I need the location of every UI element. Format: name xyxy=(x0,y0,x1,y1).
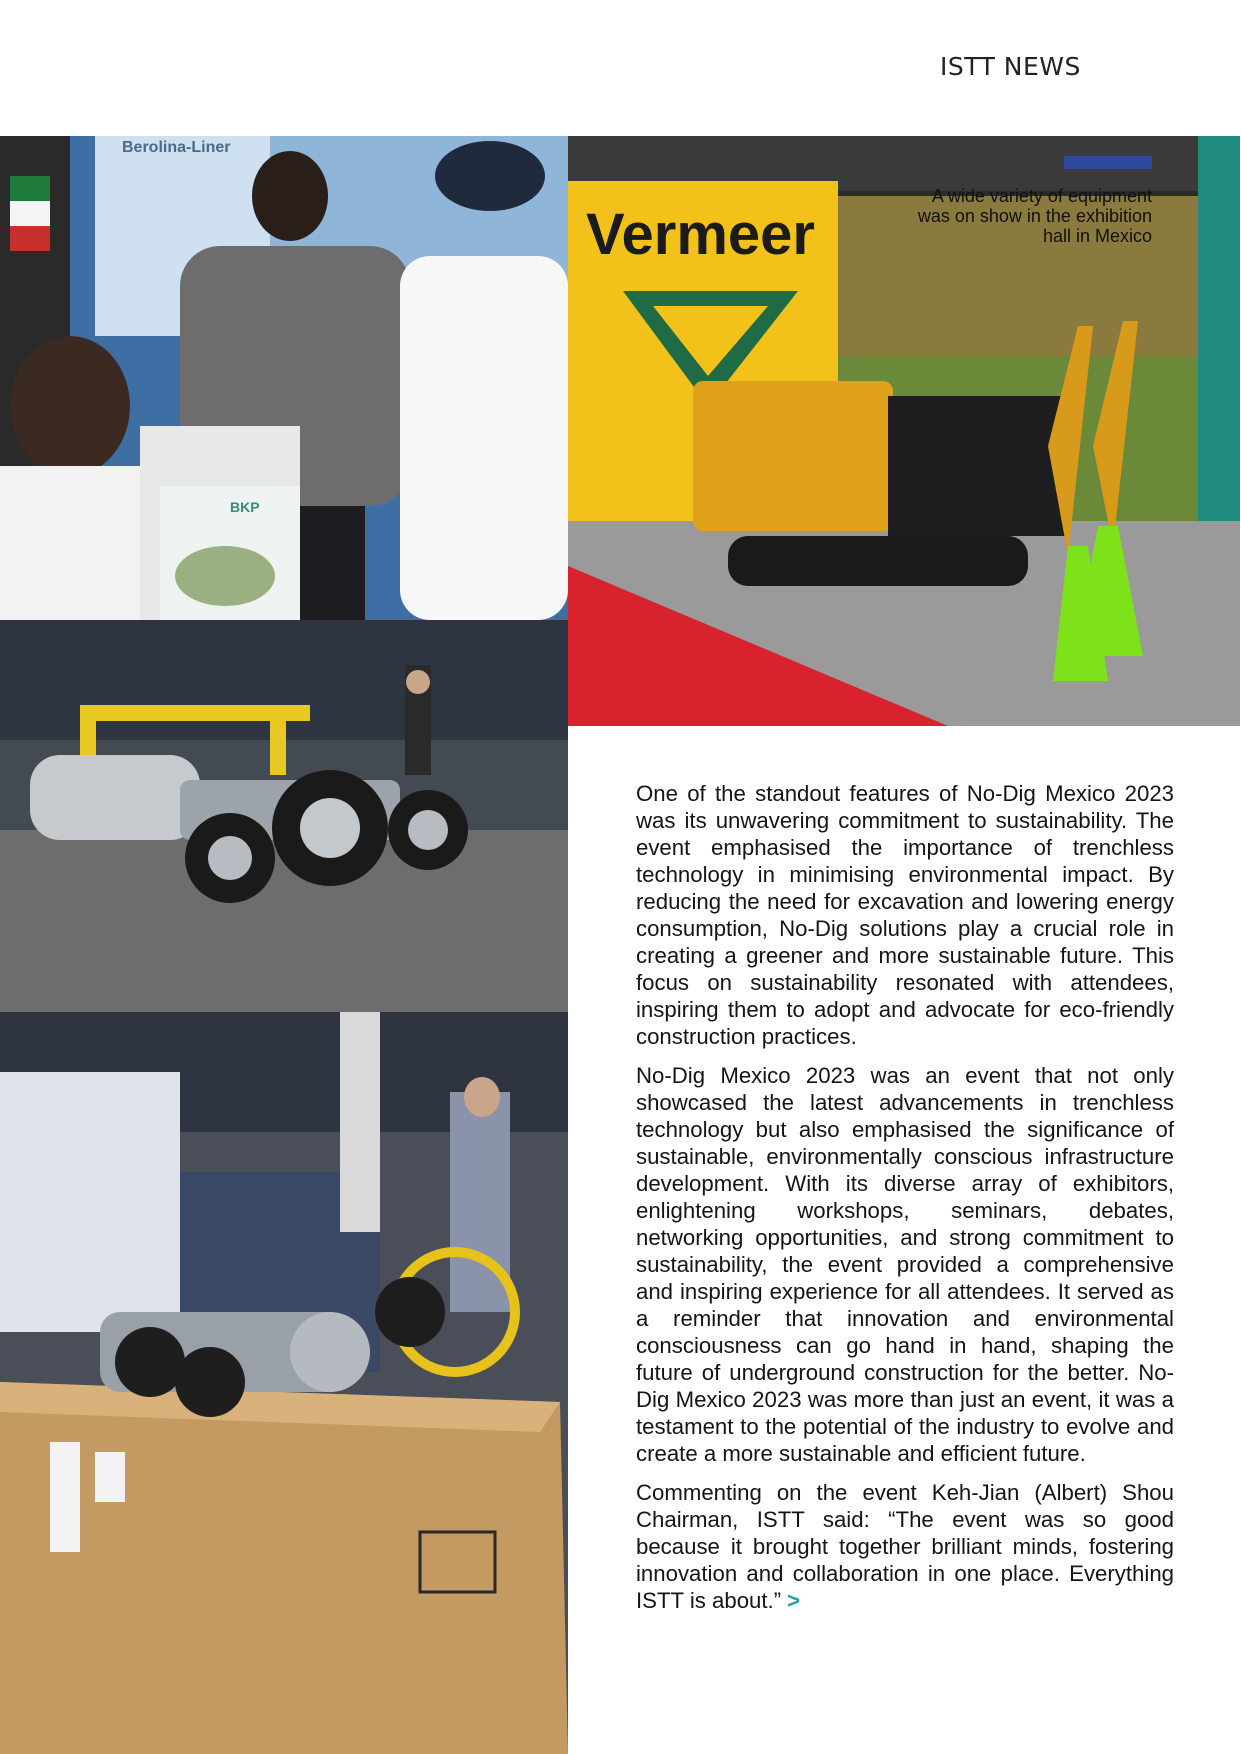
crate-photo xyxy=(0,1012,568,1754)
article-body xyxy=(636,780,1174,1626)
section-header: ISTT NEWS xyxy=(940,52,1081,81)
caption-line: was on show in the exhibition xyxy=(917,206,1152,226)
bkp-sign-text: BKP xyxy=(230,499,260,515)
caption-line: A wide variety of equipment xyxy=(931,186,1152,206)
end-marker-icon: > xyxy=(787,1588,801,1613)
photo-caption xyxy=(890,186,1152,246)
article-paragraph: No-Dig Mexico 2023 was an event that not only showcased the latest advancements in trenchless technology but also emphasised the significance of sustainable, environmentally conscious infrastructure development. With its diverse array of exhibitors, enlightening workshops, seminars, debates, networking opportunities, and strong commitment to sustainability, the event provided a comprehensive and inspiring experience for all attendees. It served as a reminder that innovation and environmental consciousness can go hand in hand, shaping the future of underground construction for the better. No-Dig Mexico 2023 was more than just an event, it was a testament to the potential of the industry to evolve and create a more sustainable and efficient future. xyxy=(636,1063,1174,1466)
caption-line: hall in Mexico xyxy=(1042,226,1152,246)
article-paragraph: One of the standout features of No-Dig Mexico 2023 was its unwavering commitment to sustainability. The event emphasised the importance of trenchless technology in minimising environmental impact. By reducing the need for excavation and lowering energy consumption, No-Dig solutions play a crucial role in creating a greener and more sustainable future. This focus on sustainability resonated with attendees, inspiring them to adopt and advocate for eco-friendly construction practices. xyxy=(636,781,1174,1049)
article-paragraph xyxy=(636,1479,1174,1614)
booth-photo xyxy=(0,136,568,620)
caption-accent-bar xyxy=(1064,156,1152,169)
crawler-photo xyxy=(0,620,568,1012)
vermeer-brand-text: Vermeer xyxy=(586,202,815,267)
booth-banner-text: Berolina-Liner xyxy=(122,139,231,156)
article-paragraph-text: Commenting on the event Keh-Jian (Albert) Shou Chairman, ISTT said: “The event was so good because it brought together brilliant minds, fostering innovation and collaboration in one place. Everything ISTT is about.” xyxy=(636,1480,1174,1613)
